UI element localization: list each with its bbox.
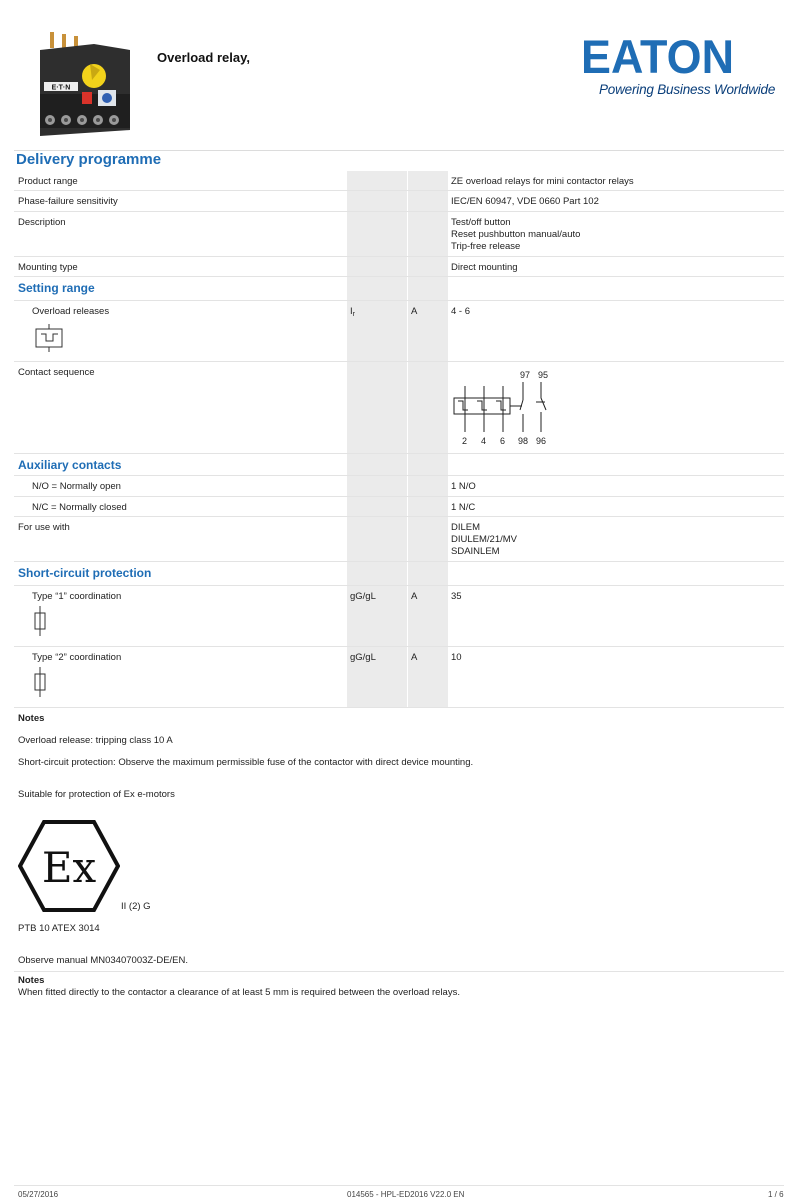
notes-heading: Notes: [18, 713, 45, 724]
row-symbol: $I_r$: [350, 306, 355, 318]
row-label: Type “2” coordination: [32, 652, 122, 663]
row-symbol: gG/gL: [350, 652, 376, 663]
row-label: Mounting type: [18, 262, 78, 273]
table-row-mounting-type: [14, 257, 784, 277]
row-label: N/C = Normally closed: [32, 502, 127, 513]
compatible-item: DILEM: [451, 522, 481, 533]
footer-date: 05/27/2016: [18, 1190, 59, 1199]
note-overload-release: Overload release: tripping class 10 A: [18, 735, 173, 746]
table-row-for-use-with: [14, 517, 784, 562]
delivery-table: [14, 171, 784, 708]
table-row-contact-sequence: [14, 362, 784, 454]
footer-doc-id: 014565 - HPL-ED2016 V22.0 EN: [347, 1190, 465, 1199]
row-value: 4 - 6: [451, 306, 471, 317]
terminal-2: 2: [462, 436, 468, 446]
row-label: For use with: [18, 522, 70, 533]
table-row-type2-coordination: [14, 647, 784, 708]
footer-divider: [14, 1185, 784, 1186]
contact-sequence-diagram: [450, 368, 560, 450]
row-value: 35: [451, 591, 462, 602]
row-value-list: [451, 217, 580, 253]
subheading-setting-range: Setting range: [18, 281, 95, 295]
row-symbol: gG/gL: [350, 591, 376, 602]
note-ex-motors: Suitable for protection of Ex e-motors: [18, 789, 175, 800]
note-ptb: PTB 10 ATEX 3014: [18, 923, 100, 934]
eaton-logo-text: EATON: [581, 34, 734, 76]
description-item: Test/off button: [451, 217, 511, 228]
ex-marking: II (2) G: [121, 901, 151, 912]
table-row-type1-coordination: [14, 586, 784, 647]
note-short-circuit: Short-circuit protection: Observe the maximum permissible fuse of the contactor with direct device mounting.: [18, 757, 474, 768]
row-label: Product range: [18, 176, 78, 187]
product-title: Overload relay,: [157, 50, 250, 65]
table-row-overload-releases: [14, 301, 784, 362]
device-brand-label: E·T·N: [51, 84, 71, 92]
subheading-row-auxiliary: [14, 454, 784, 476]
thermal-release-icon: [32, 323, 66, 353]
terminal-6: 6: [500, 436, 506, 446]
table-row-normally-closed: [14, 497, 784, 517]
row-label: Overload releases: [32, 306, 110, 317]
row-label: Type “1” coordination: [32, 591, 122, 602]
description-item: Trip-free release: [451, 241, 521, 252]
table-row-phase-failure: [14, 191, 784, 212]
table-row-normally-open: [14, 476, 784, 497]
subheading-auxiliary-contacts: Auxiliary contacts: [18, 458, 122, 472]
row-unit: A: [411, 591, 418, 602]
terminal-97: 97: [520, 370, 531, 380]
section-title: Delivery programme: [16, 151, 162, 168]
subheading-short-circuit: Short-circuit protection: [18, 566, 152, 580]
row-unit: A: [411, 306, 418, 317]
terminal-98: 98: [518, 436, 529, 446]
terminal-95: 95: [538, 370, 549, 380]
compatible-item: DIULEM/21/MV: [451, 534, 517, 545]
subheading-row-setting-range: [14, 277, 784, 301]
table-row-product-range: [14, 171, 784, 191]
divider: [14, 971, 784, 972]
row-value: ZE overload relays for mini contactor relays: [451, 176, 634, 187]
row-value-list: [451, 522, 517, 558]
description-item: Reset pushbutton manual/auto: [451, 229, 581, 240]
row-value: 1 N/O: [451, 481, 476, 492]
row-value: Direct mounting: [451, 262, 518, 273]
terminal-4: 4: [481, 436, 487, 446]
notes2-text: When fitted directly to the contactor a clearance of at least 5 mm is required between the overload relays.: [18, 987, 460, 998]
fuse-icon: [32, 667, 48, 697]
fuse-icon: [32, 606, 48, 636]
row-label: Description: [18, 217, 66, 228]
compatible-item: SDAINLEM: [451, 546, 500, 557]
table-row-description: [14, 212, 784, 257]
brand-tagline: Powering Business Worldwide: [599, 82, 776, 97]
eaton-logo: [581, 34, 734, 76]
row-label: Phase-failure sensitivity: [18, 196, 118, 207]
terminal-96: 96: [536, 436, 547, 446]
product-photo: [34, 32, 134, 140]
notes2-heading: Notes: [18, 975, 45, 986]
row-value: IEC/EN 60947, VDE 0660 Part 102: [451, 196, 599, 207]
subheading-row-short-circuit: [14, 562, 784, 586]
row-value: 1 N/C: [451, 502, 476, 513]
row-unit: A: [411, 652, 418, 663]
row-label: Contact sequence: [18, 367, 95, 378]
atex-ex-symbol: [18, 820, 120, 912]
row-value: 10: [451, 652, 462, 663]
row-label: N/O = Normally open: [32, 481, 121, 492]
footer-page-number: 1 / 6: [768, 1190, 784, 1199]
note-manual: Observe manual MN03407003Z-DE/EN.: [18, 955, 189, 966]
ex-symbol-text: Ex: [41, 843, 97, 892]
